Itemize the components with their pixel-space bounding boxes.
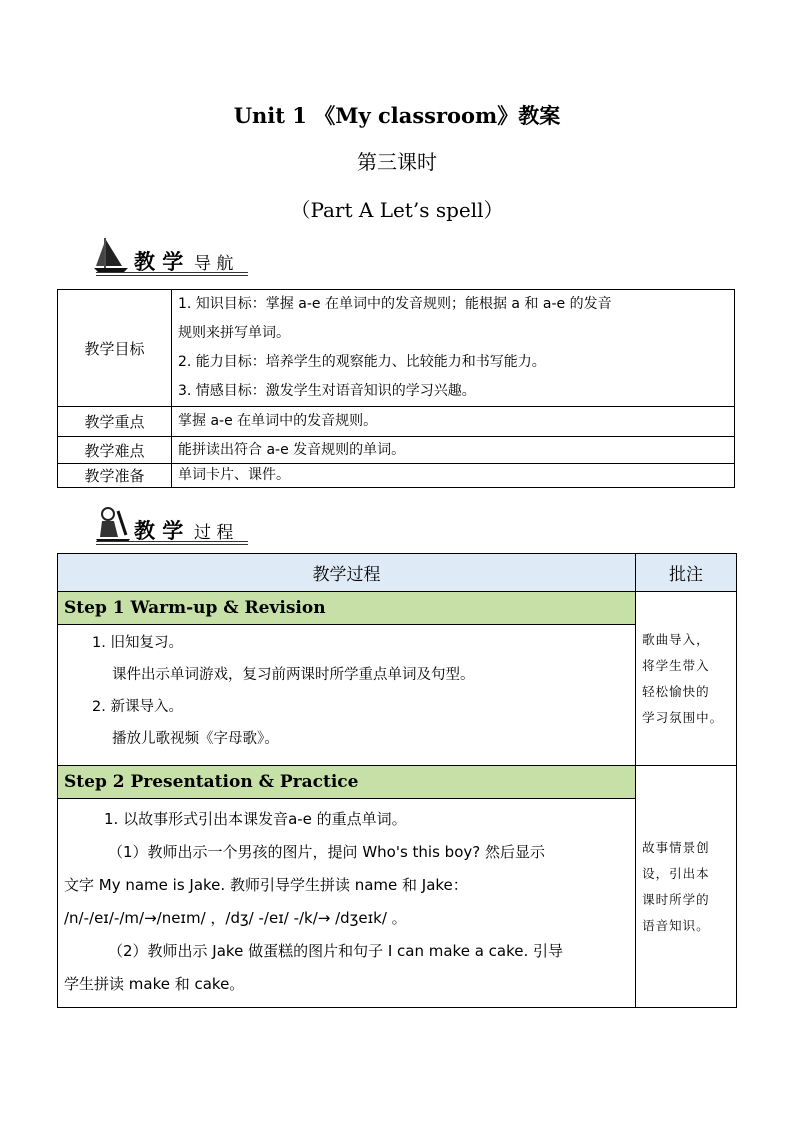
teaching-process-table bbox=[57, 553, 737, 1008]
note-line: 学习氛围中。 bbox=[642, 709, 724, 725]
goals-line: 2. 能力目标：培养学生的观察能力、比较能力和书写能力。 bbox=[178, 354, 546, 370]
note-line: 语音知识。 bbox=[642, 917, 710, 933]
step1-line: 播放儿歌视频《字母歌》。 bbox=[112, 731, 279, 747]
step1-note bbox=[636, 592, 737, 766]
document-title: Unit 1 《My classroom》教案 bbox=[233, 103, 561, 128]
step1-line: 课件出示单词游戏，复习前两课时所学重点单词及句型。 bbox=[112, 667, 475, 683]
note-line: 课时所学的 bbox=[642, 891, 710, 907]
sailboat-icon bbox=[92, 236, 136, 276]
section-heading-main: 教 学 bbox=[134, 519, 184, 543]
goals-line: 规则来拼写单词。 bbox=[178, 325, 290, 341]
note-line: 设，引出本 bbox=[642, 865, 710, 881]
difficulty-label: 教学难点 bbox=[58, 437, 172, 464]
step2-line: /n/-/eɪ/-/m/→/neɪm/ ，/dʒ/ -/eɪ/ -/k/→ /dʒeɪk/ 。 bbox=[64, 909, 407, 927]
step2-note bbox=[636, 766, 737, 1008]
preparation-label: 教学准备 bbox=[58, 464, 172, 488]
step2-line: 学生拼读 make 和 cake。 bbox=[64, 975, 245, 993]
preparation-value: 单词卡片、课件。 bbox=[172, 464, 735, 488]
goals-label: 教学目标 bbox=[58, 290, 172, 407]
lesson-overview-table bbox=[57, 289, 735, 488]
step2-line: （1）教师出示一个男孩的图片，提问 Who's this boy? 然后显示 bbox=[108, 843, 545, 861]
section-heading-navigation bbox=[92, 236, 262, 278]
section-heading-sub: 导 航 bbox=[194, 254, 234, 274]
key-points-label: 教学重点 bbox=[58, 407, 172, 437]
step2-line: 文字 My name is Jake. 教师引导学生拼读 name 和 Jake： bbox=[64, 876, 468, 894]
goals-line: 3. 情感目标：激发学生对语音知识的学习兴趣。 bbox=[178, 383, 476, 399]
note-line: 轻松愉快的 bbox=[642, 683, 710, 699]
section-heading-main: 教 学 bbox=[134, 250, 184, 274]
note-line: 故事情景创 bbox=[642, 839, 710, 855]
step2-title: Step 2 Presentation & Practice bbox=[58, 766, 636, 799]
note-line: 将学生带入 bbox=[642, 657, 710, 673]
goals-line: 1. 知识目标：掌握 a-e 在单词中的发音规则；能根据 a 和 a-e 的发音 bbox=[178, 296, 612, 312]
pencil-figure-icon bbox=[92, 505, 136, 545]
step1-title: Step 1 Warm-up & Revision bbox=[58, 592, 636, 625]
note-column-header: 批注 bbox=[636, 554, 737, 592]
step2-content bbox=[58, 799, 636, 1008]
step2-line: 1. 以故事形式引出本课发音a-e 的重点单词。 bbox=[104, 810, 407, 828]
step1-content bbox=[58, 625, 636, 766]
note-line: 歌曲导入， bbox=[642, 631, 710, 647]
lesson-period: 第三课时 bbox=[357, 150, 437, 174]
section-heading-process bbox=[92, 505, 262, 547]
goals-cell bbox=[172, 290, 735, 407]
step2-line: （2）教师出示 Jake 做蛋糕的图片和句子 I can make a cake. 引导 bbox=[108, 942, 564, 960]
difficulty-value: 能拼读出符合 a-e 发音规则的单词。 bbox=[172, 437, 735, 464]
step1-line: 1. 旧知复习。 bbox=[92, 635, 183, 651]
process-column-header: 教学过程 bbox=[58, 554, 636, 592]
lesson-part: （Part A Let’s spell） bbox=[290, 198, 504, 222]
section-heading-sub: 过 程 bbox=[194, 523, 234, 543]
step1-line: 2. 新课导入。 bbox=[92, 699, 183, 715]
key-points-value: 掌握 a-e 在单词中的发音规则。 bbox=[172, 407, 735, 437]
